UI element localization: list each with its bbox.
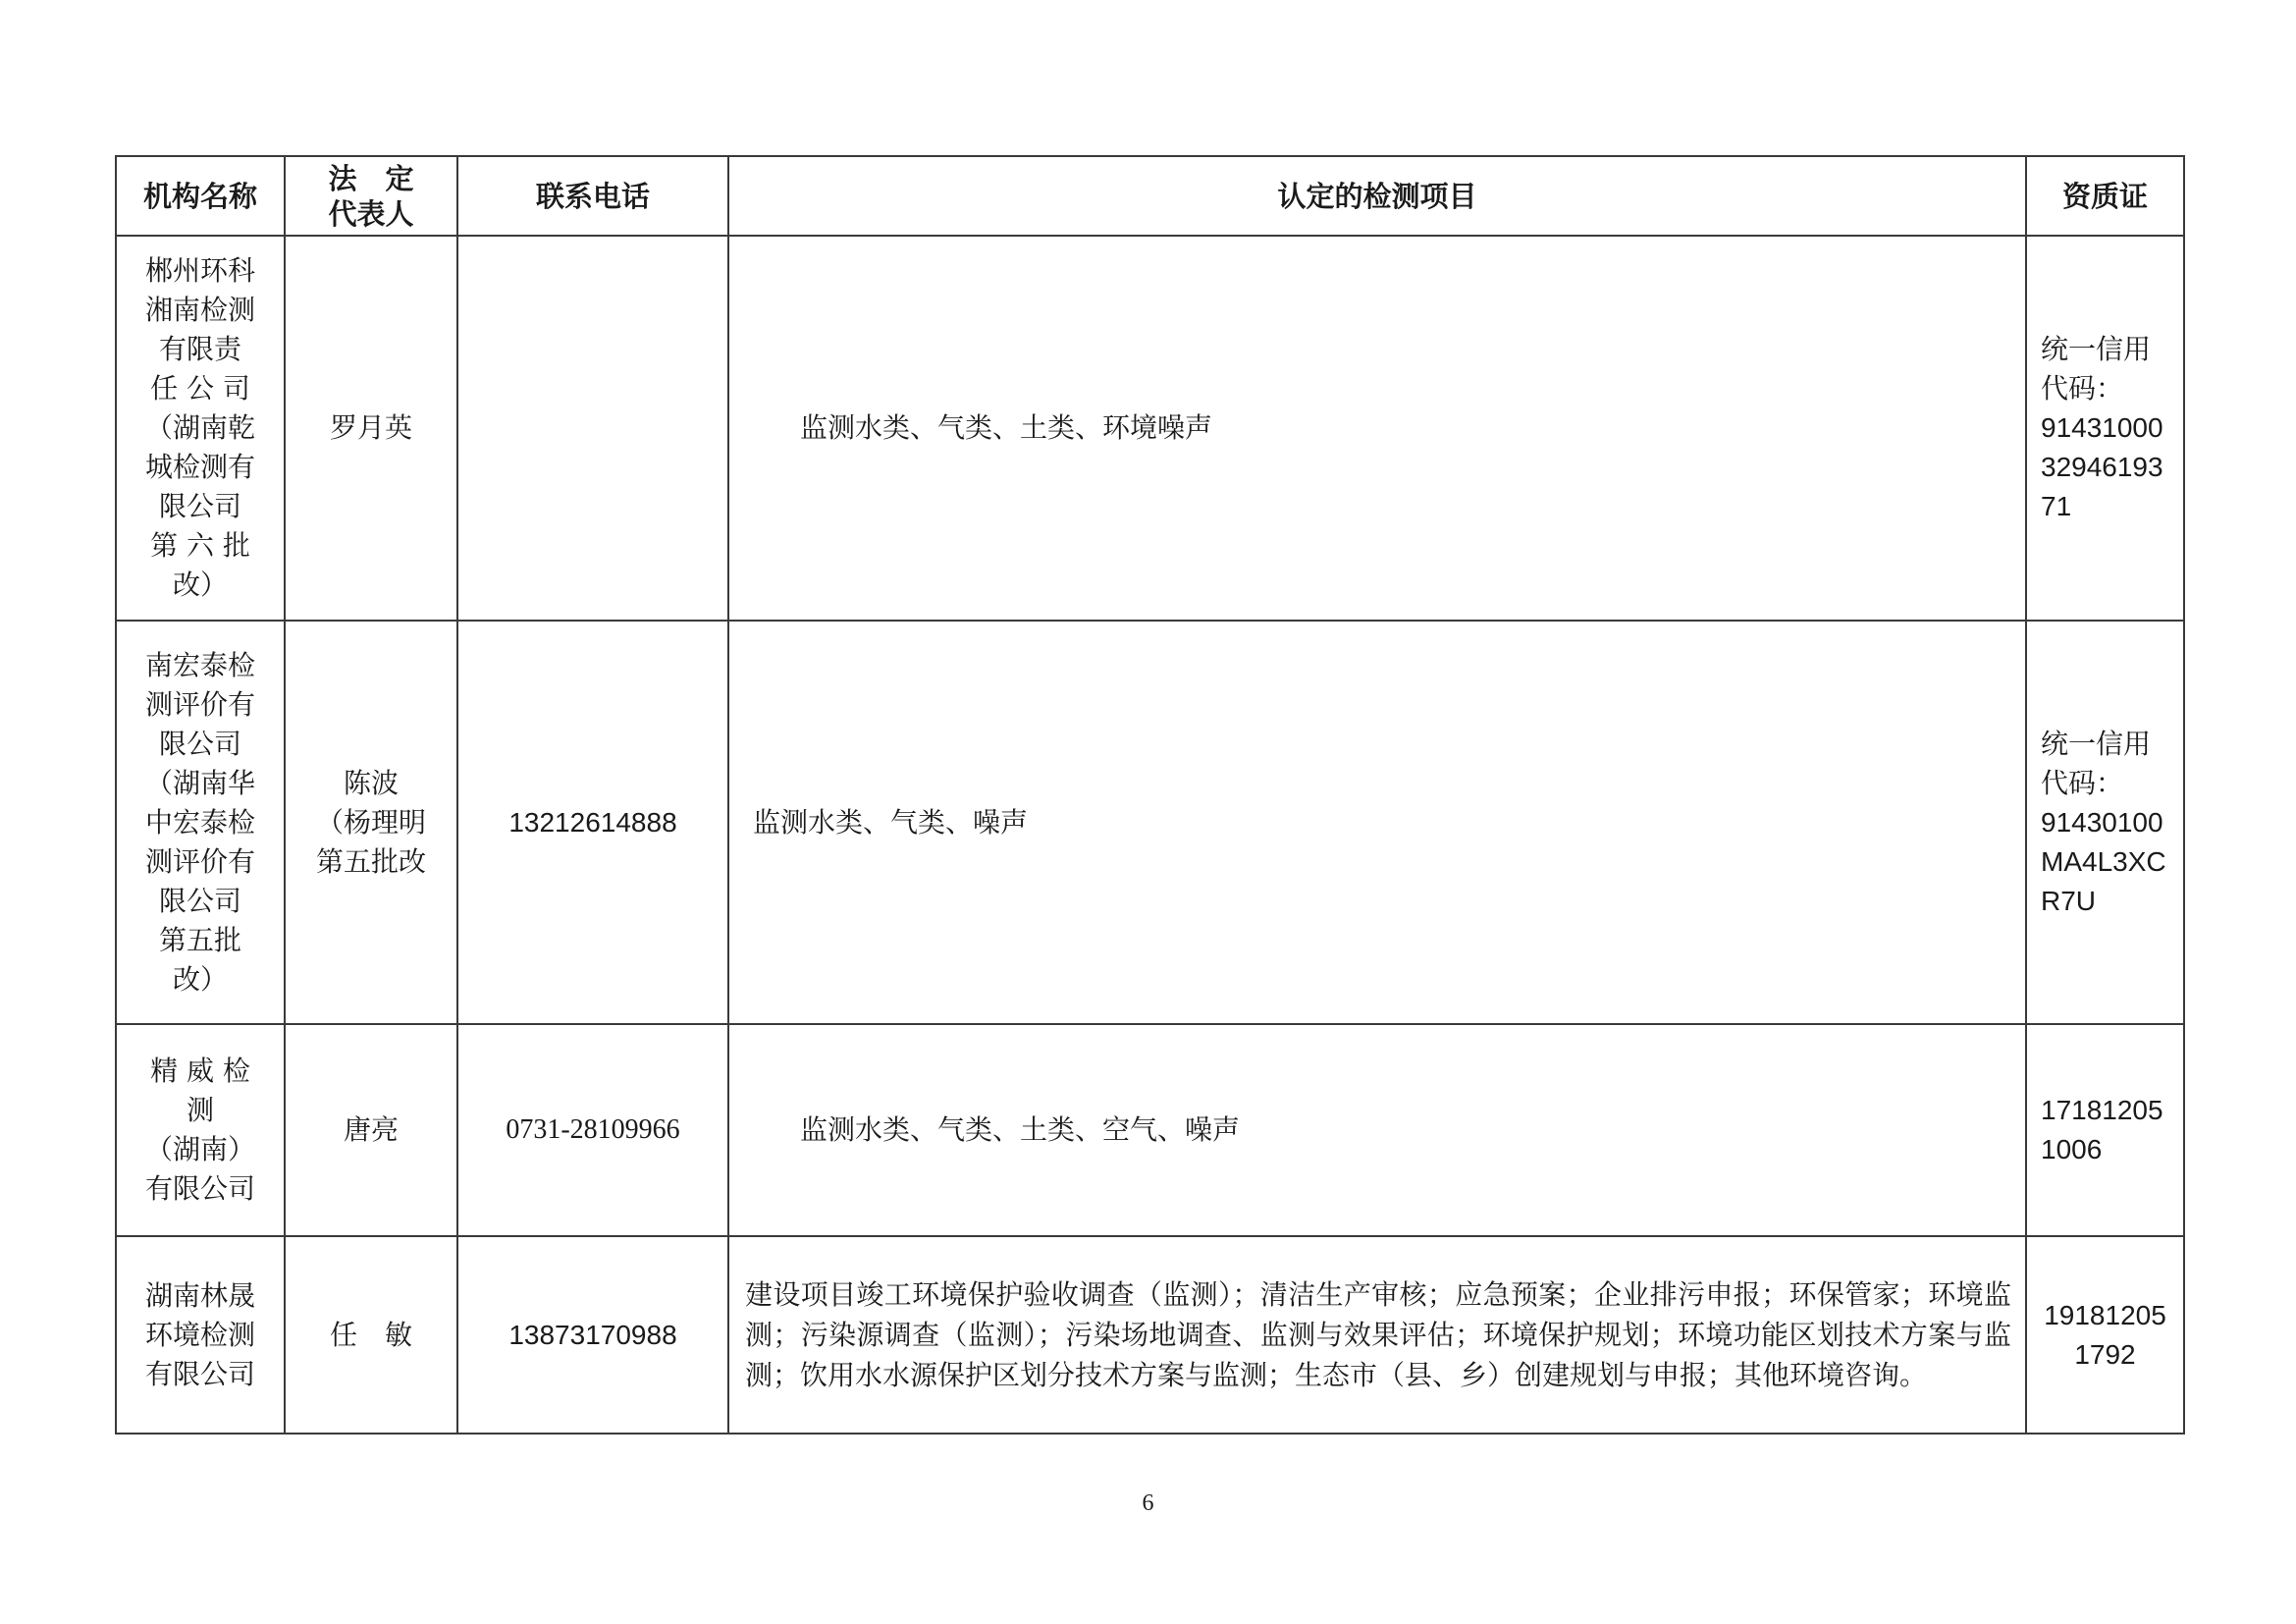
- certificate-cell: [2026, 1024, 2184, 1236]
- agency-name-line: 限公司: [158, 490, 241, 522]
- agency-name-line: 限公司: [158, 727, 241, 760]
- agency-name-line: 测评价有: [144, 844, 255, 878]
- agency-name-line: 任 公 司: [150, 372, 250, 405]
- certificate-line: 统一信用: [2041, 728, 2152, 759]
- agency-name-line: 中宏泰检: [144, 805, 255, 839]
- phone-cell: 0731-28109966: [457, 1024, 728, 1236]
- agency-name-line: 郴州环科: [144, 254, 255, 287]
- agency-name-line: 南宏泰检: [144, 648, 255, 681]
- certificate-line: 32946193: [2041, 452, 2163, 482]
- legal-rep-line: 陈波: [343, 766, 399, 799]
- header-test-items: 认定的检测项目: [728, 156, 2026, 236]
- agency-name-line: 第 六 批: [150, 529, 250, 562]
- agency-name-line: 有限公司: [144, 1172, 255, 1205]
- legal-rep-line: 唐亮: [343, 1113, 399, 1146]
- certificate-line: 代码：: [2041, 373, 2124, 404]
- certificate-line: 1006: [2041, 1134, 2103, 1164]
- header-certificate: 资质证: [2026, 156, 2184, 236]
- agency-name-line: 有限责: [158, 333, 241, 365]
- agency-name-line: 湘南检测: [144, 294, 255, 326]
- table-row: [116, 1236, 2184, 1434]
- agency-name-line: 测评价有: [144, 687, 255, 721]
- agency-name-cell: [116, 621, 285, 1024]
- certificate-line: 统一信用: [2041, 334, 2152, 364]
- agency-name-line: 改）: [172, 568, 228, 601]
- certificate-line: 91431000: [2041, 412, 2163, 443]
- page-number: 6: [1142, 1490, 1154, 1516]
- legal-rep-cell: [285, 1236, 457, 1434]
- legal-rep-cell: [285, 621, 457, 1024]
- header-phone: 联系电话: [457, 156, 728, 236]
- phone-cell: [457, 236, 728, 621]
- certificate-line: 代码：: [2041, 767, 2124, 798]
- certificate-line: 1792: [2074, 1338, 2136, 1370]
- agency-name-cell: [116, 1024, 285, 1236]
- certificate-cell: [2026, 236, 2184, 621]
- agency-name-line: 限公司: [158, 884, 241, 917]
- certificate-line: 91430100: [2041, 806, 2163, 838]
- agency-name-line: 第五批: [158, 923, 241, 956]
- test-items-cell: 建设项目竣工环境保护验收调查（监测）；清洁生产审核；应急预案；企业排污申报；环保管家；环境监测；污染源调查（监测）；污染场地调查、监测与效果评估；环境保护规划；环境功能区划技术方案与监测；饮用水水源保护区划分技术方案与监测；生态市（县、乡）创建规划与申报；其他环境咨询。: [728, 1236, 2026, 1434]
- test-items-cell: 监测水类、气类、噪声: [728, 621, 2026, 1024]
- header-agency-name: 机构名称: [116, 156, 285, 236]
- legal-rep-cell: [285, 1024, 457, 1236]
- header-legal-representative: [285, 156, 457, 236]
- legal-rep-line: （杨理明: [315, 805, 426, 839]
- certificate-line: 71: [2041, 491, 2072, 521]
- test-items-cell: 监测水类、气类、土类、环境噪声: [728, 236, 2026, 621]
- certificate-line: R7U: [2041, 885, 2097, 916]
- agency-name-line: 测: [186, 1094, 214, 1126]
- certificate-cell: [2026, 1236, 2184, 1434]
- agency-name-line: 有限公司: [144, 1357, 255, 1390]
- header-rep-line-1: 法 定: [328, 161, 414, 195]
- certificate-line: MA4L3XC: [2041, 845, 2166, 877]
- certificate-cell: [2026, 621, 2184, 1024]
- legal-rep-line: 罗月英: [329, 411, 412, 444]
- agency-name-line: 改）: [172, 962, 228, 996]
- agency-name-line: （湖南华: [144, 766, 255, 799]
- agency-name-line: （湖南）: [144, 1133, 255, 1165]
- phone-cell: 13873170988: [457, 1236, 728, 1434]
- table-row: [116, 621, 2184, 1024]
- agency-name-line: 精 威 检: [150, 1055, 250, 1087]
- agency-name-cell: [116, 236, 285, 621]
- certificate-line: 19181205: [2044, 1299, 2166, 1330]
- legal-rep-line: 第五批改: [315, 844, 426, 878]
- agency-name-line: 湖南林晟: [144, 1278, 255, 1312]
- header-rep-line-2: 代表人: [328, 196, 414, 231]
- agency-table: [115, 155, 2185, 1435]
- certificate-line: 17181205: [2041, 1095, 2163, 1125]
- agency-name-cell: [116, 1236, 285, 1434]
- phone-cell: 13212614888: [457, 621, 728, 1024]
- table-row: [116, 1024, 2184, 1236]
- agency-name-line: （湖南乾: [144, 411, 255, 444]
- agency-name-line: 环境检测: [144, 1318, 255, 1351]
- test-items-cell: 监测水类、气类、土类、空气、噪声: [728, 1024, 2026, 1236]
- agency-name-line: 城检测有: [144, 451, 255, 483]
- table-row: [116, 236, 2184, 621]
- table-header-row: [116, 156, 2184, 236]
- legal-rep-cell: [285, 236, 457, 621]
- legal-rep-line: 任 敏: [329, 1318, 412, 1351]
